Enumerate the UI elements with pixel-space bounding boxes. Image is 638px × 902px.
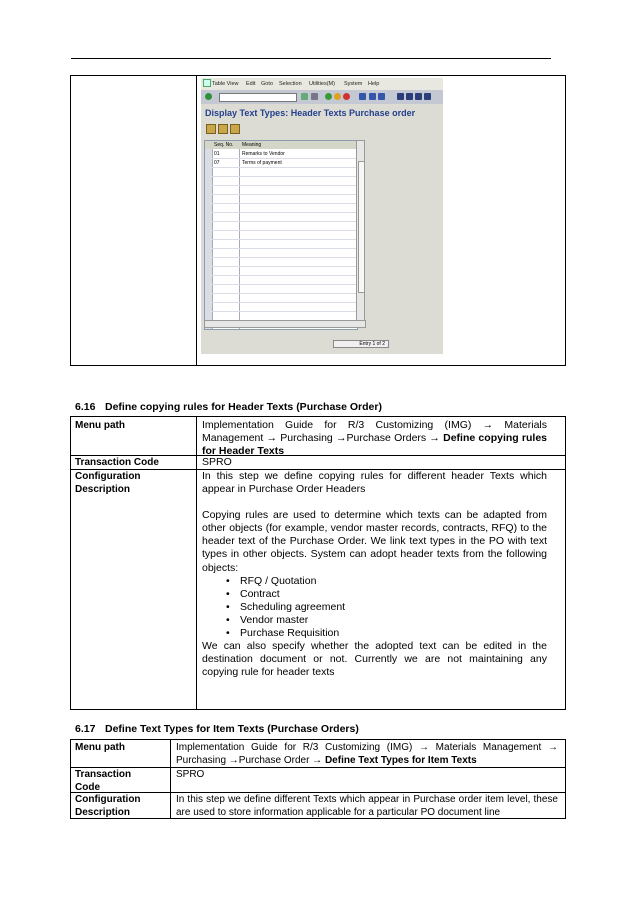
menu-table-view: Table View bbox=[212, 81, 239, 87]
transaction-label-line2: Code bbox=[75, 782, 100, 793]
configuration-description: In this step we define different Texts which appear in Purchase order item level, these are used to store information applicable for a particular PO document line bbox=[176, 794, 558, 818]
row-meaning: Terms of payment bbox=[242, 160, 282, 166]
menu-path-text: Implementation Guide for R/3 Customizing (IMG) → Materials Management → Purchasing →Purchase Orders → bbox=[202, 419, 547, 445]
sap-window-icon bbox=[203, 79, 211, 87]
transaction-code-row bbox=[71, 456, 565, 470]
empty-row bbox=[205, 213, 357, 222]
menu-utilities: Utilities(M) bbox=[309, 81, 335, 87]
menu-path-row bbox=[71, 740, 565, 768]
menu-system: System bbox=[344, 81, 363, 87]
text-types-table bbox=[204, 140, 358, 330]
row-meaning: Remarks to Vendor bbox=[242, 151, 285, 157]
empty-row bbox=[205, 168, 357, 177]
deselect-all-icon bbox=[230, 124, 240, 134]
configuration-label-line2: Description bbox=[75, 807, 131, 818]
empty-row bbox=[205, 231, 357, 240]
last-page-icon bbox=[424, 93, 431, 100]
section-title: Define Text Types for Item Texts (Purchase Orders) bbox=[105, 723, 359, 735]
menu-edit: Edit bbox=[246, 81, 256, 87]
sap-screenshot bbox=[201, 78, 443, 354]
empty-row bbox=[205, 186, 357, 195]
empty-row bbox=[205, 294, 357, 303]
configuration-description bbox=[202, 470, 547, 679]
menu-help: Help bbox=[368, 81, 380, 87]
vertical-scrollbar bbox=[356, 140, 365, 328]
print-icon bbox=[359, 93, 366, 100]
menu-path-label: Menu path bbox=[75, 420, 125, 431]
next-page-icon bbox=[415, 93, 422, 100]
command-field bbox=[219, 93, 297, 102]
transaction-code-value: SPRO bbox=[176, 769, 205, 780]
find-next-icon bbox=[378, 93, 385, 100]
empty-row bbox=[205, 177, 357, 186]
section-number: 6.17 bbox=[75, 723, 96, 735]
transaction-label-line1: Transaction bbox=[75, 769, 132, 780]
list-item: • Contract bbox=[240, 588, 547, 601]
configuration-row bbox=[71, 793, 565, 820]
menu-path-label: Menu path bbox=[75, 742, 125, 753]
menu-path-row bbox=[71, 417, 565, 456]
configuration-label-line1: Configuration bbox=[75, 471, 141, 482]
configuration-label-line2: Description bbox=[75, 484, 131, 495]
enter-icon bbox=[205, 93, 212, 100]
empty-row bbox=[205, 204, 357, 213]
menu-path-value bbox=[202, 419, 547, 458]
empty-row bbox=[205, 303, 357, 312]
scroll-thumb bbox=[358, 161, 365, 293]
section-title: Define copying rules for Header Texts (Purchase Order) bbox=[105, 401, 382, 413]
menu-path-value bbox=[176, 741, 558, 767]
menu-path-text: Implementation Guide for R/3 Customizing (IMG) → Materials Management → Purchasing →Purchase Order → bbox=[176, 742, 558, 766]
row-seq: 07 bbox=[214, 160, 220, 166]
menu-selection: Selection bbox=[279, 81, 302, 87]
cancel-icon bbox=[343, 93, 350, 100]
find-icon bbox=[369, 93, 376, 100]
transaction-code-label bbox=[75, 768, 131, 794]
config-table bbox=[70, 739, 566, 819]
description-paragraph: We can also specify whether the adopted text can be edited in the destination document or not. Currently we are not maintaining any copying rule for header texts bbox=[202, 640, 547, 679]
page-header-rule bbox=[71, 58, 551, 59]
dropdown-icon bbox=[301, 93, 308, 100]
table-row bbox=[205, 159, 357, 168]
empty-row bbox=[205, 285, 357, 294]
first-page-icon bbox=[397, 93, 404, 100]
config-table bbox=[70, 416, 566, 710]
previous-page-icon bbox=[406, 93, 413, 100]
column-header-seq: Seq. No. bbox=[214, 142, 234, 148]
section-number: 6.16 bbox=[75, 401, 96, 413]
configuration-row bbox=[71, 470, 565, 710]
menu-goto: Goto bbox=[261, 81, 273, 87]
list-item: • Purchase Requisition bbox=[240, 627, 547, 640]
table-header bbox=[205, 141, 357, 149]
source-objects-list bbox=[202, 575, 547, 640]
entry-counter: Entry 1 of 2 bbox=[333, 340, 389, 348]
column-divider bbox=[196, 76, 197, 365]
menu-path-target: Define copying rules for Header Texts bbox=[202, 432, 548, 458]
horizontal-scrollbar bbox=[204, 320, 366, 328]
select-all-icon bbox=[218, 124, 228, 134]
list-item: • RFQ / Quotation bbox=[240, 575, 547, 588]
back-icon bbox=[325, 93, 332, 100]
empty-row bbox=[205, 267, 357, 276]
empty-row bbox=[205, 258, 357, 267]
list-item: • Vendor master bbox=[240, 614, 547, 627]
sap-menu-bar bbox=[201, 78, 443, 90]
description-paragraph: In this step we define copying rules for different header Texts which appear in Purchase Order Headers bbox=[202, 470, 547, 496]
configuration-label bbox=[75, 470, 141, 496]
configuration-label-line1: Configuration bbox=[75, 794, 141, 805]
empty-row bbox=[205, 222, 357, 231]
table-row bbox=[205, 150, 357, 159]
empty-row bbox=[205, 195, 357, 204]
exit-icon bbox=[334, 93, 341, 100]
save-icon bbox=[311, 93, 318, 100]
empty-row bbox=[205, 276, 357, 285]
paragraph-spacer bbox=[202, 496, 547, 509]
list-item: • Scheduling agreement bbox=[240, 601, 547, 614]
section-heading bbox=[75, 723, 359, 735]
empty-row bbox=[205, 240, 357, 249]
change-display-icon bbox=[206, 124, 216, 134]
row-seq: 01 bbox=[214, 151, 220, 157]
transaction-code-label: Transaction Code bbox=[75, 457, 159, 468]
description-paragraph: Copying rules are used to determine which texts can be adapted from other objects (for example, vendor master records, contracts, RFQ) to the header text of the Purchase Order. We link text types in the PO with text types in other objects. System can adopt header texts from the following objects: bbox=[202, 509, 547, 574]
configuration-label bbox=[75, 793, 141, 819]
sap-standard-toolbar bbox=[201, 90, 443, 104]
column-header-meaning: Meaning bbox=[242, 142, 262, 148]
transaction-code-row bbox=[71, 768, 565, 793]
sap-screen-title: Display Text Types: Header Texts Purchase order bbox=[205, 108, 416, 118]
menu-path-target: Define Text Types for Item Texts bbox=[324, 755, 477, 766]
transaction-code-value: SPRO bbox=[202, 456, 232, 468]
section-heading bbox=[75, 401, 382, 413]
empty-row bbox=[205, 249, 357, 258]
